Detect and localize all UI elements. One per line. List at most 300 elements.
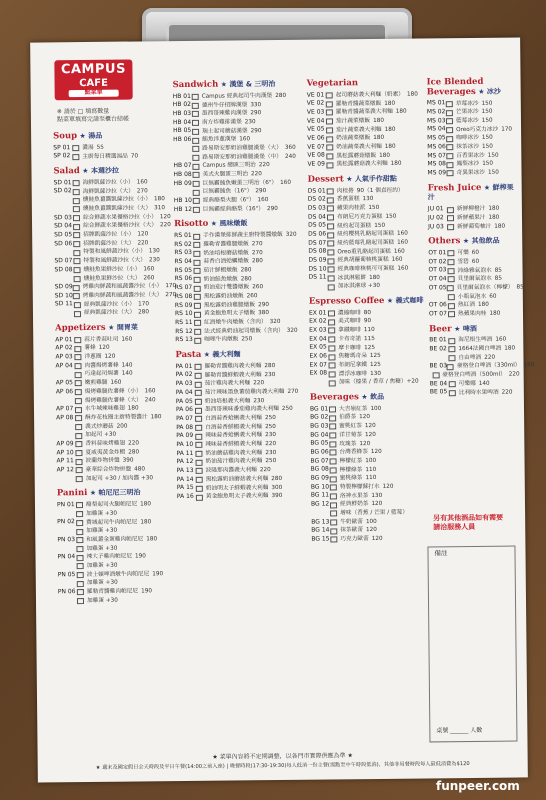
section-title: Sandwich ★ 漢堡 & 三明治: [172, 79, 276, 91]
quantity-box[interactable]: [330, 467, 337, 473]
item-code: BG 02: [310, 413, 329, 421]
item-price: 160: [393, 248, 405, 255]
quantity-box[interactable]: [330, 519, 337, 525]
item-code: BE 01: [429, 336, 447, 344]
item-price: 220: [265, 441, 277, 448]
item-price: 170: [165, 283, 177, 290]
quantity-box[interactable]: [195, 451, 202, 457]
quantity-box[interactable]: [446, 110, 453, 116]
item-code: MS 09: [427, 169, 447, 177]
item-code: BG 13: [311, 517, 330, 526]
quantity-box[interactable]: [192, 103, 199, 109]
quantity-box[interactable]: [447, 259, 454, 265]
quantity-box[interactable]: [195, 373, 202, 379]
quantity-box[interactable]: [446, 101, 453, 107]
item-name: 燻鮭魚果鮮沙拉（小）: [83, 266, 141, 273]
quantity-box[interactable]: [328, 310, 335, 316]
quantity-box[interactable]: [73, 224, 80, 230]
quantity-box[interactable]: [448, 303, 455, 309]
quantity-box[interactable]: [193, 181, 200, 187]
quantity-box[interactable]: [196, 468, 203, 474]
quantity-box[interactable]: [327, 249, 334, 255]
item-price: 180: [494, 223, 506, 230]
item-name: 黃金鮑魚明太子燉飯: [203, 310, 256, 318]
quantity-box[interactable]: [328, 354, 335, 360]
quantity-box[interactable]: [193, 259, 200, 265]
quantity-box[interactable]: [329, 432, 336, 438]
item-price: 190: [152, 570, 164, 578]
item-code: DS 09: [308, 256, 327, 264]
quantity-box[interactable]: [447, 207, 454, 213]
item-name: 茄汁蔬菜義大利麵: [336, 126, 382, 133]
item-name: 黑松露蘑菇義大利麵: [336, 161, 388, 168]
quantity-box[interactable]: [329, 406, 336, 412]
item-name: 夏威夷黃金炸蝦: [85, 449, 126, 456]
quantity-box[interactable]: [447, 364, 454, 370]
quantity-box[interactable]: [192, 129, 199, 135]
item-name: 紐約藍莓乳酪起司蛋糕: [337, 239, 395, 247]
item-code: OT 07: [428, 310, 447, 318]
item-name: 奶油茄汁雙醬燉飯: [203, 284, 250, 292]
quantity-box[interactable]: [76, 529, 83, 535]
section-beverages: [310, 392, 430, 544]
item-code: MS 07: [427, 151, 446, 159]
quantity-box[interactable]: [330, 528, 337, 534]
quantity-box[interactable]: [447, 251, 454, 257]
quantity-box[interactable]: [75, 415, 82, 421]
quantity-box[interactable]: [327, 206, 334, 212]
item-name: 雪碧: [457, 258, 469, 265]
item-code: AP 05: [55, 379, 74, 387]
item-code: PA 10: [176, 440, 194, 449]
quantity-box[interactable]: [195, 399, 202, 405]
quantity-box[interactable]: [73, 259, 80, 265]
item-name: 冰淇淋鬆餅: [337, 274, 367, 282]
quantity-box[interactable]: [327, 188, 334, 194]
item-name: 洛神水果茶: [339, 492, 369, 499]
quantity-box[interactable]: [446, 144, 453, 150]
quantity-box[interactable]: [327, 232, 334, 238]
item-code: PN 01: [56, 501, 75, 509]
quantity-box[interactable]: [74, 276, 81, 282]
item-code: SP 01: [53, 143, 71, 152]
item-price: 130: [370, 370, 381, 377]
item-price: 120: [159, 213, 171, 220]
quantity-box[interactable]: [328, 328, 335, 334]
quantity-box[interactable]: [326, 101, 333, 107]
quantity-box[interactable]: [326, 153, 333, 159]
item-price: 320: [286, 327, 298, 334]
column-1: [53, 125, 176, 606]
quantity-box[interactable]: [195, 416, 202, 422]
quantity-box[interactable]: [194, 294, 201, 300]
quantity-box[interactable]: [193, 242, 200, 248]
item-price: 100: [365, 457, 377, 464]
item-name: 美式火腿蛋三明治: [202, 171, 249, 178]
item-price: 240: [284, 153, 296, 160]
quantity-box[interactable]: [194, 320, 201, 326]
quantity-box[interactable]: [192, 146, 199, 152]
menu-item: [429, 309, 519, 319]
item-price: 290: [250, 110, 262, 117]
quantity-box[interactable]: [192, 155, 199, 161]
quantity-box[interactable]: [73, 293, 80, 299]
item-price: 390: [271, 493, 283, 500]
quantity-box[interactable]: [193, 198, 200, 204]
quantity-box[interactable]: [328, 284, 335, 290]
quantity-box[interactable]: [327, 197, 334, 203]
item-price: 140: [478, 380, 490, 387]
quantity-box[interactable]: [327, 241, 334, 247]
quantity-box[interactable]: [73, 267, 80, 273]
item-price: 280: [251, 258, 263, 265]
item-price: 190: [134, 553, 146, 560]
quantity-box[interactable]: [446, 127, 453, 133]
item-price: 110: [365, 475, 377, 482]
quantity-box[interactable]: [76, 520, 83, 526]
quantity-box[interactable]: [193, 251, 200, 257]
quantity-box[interactable]: [194, 338, 201, 344]
quantity-box[interactable]: [194, 303, 201, 309]
quantity-box[interactable]: [328, 267, 335, 273]
quantity-box[interactable]: [448, 311, 455, 317]
item-code: SD 08: [54, 265, 73, 274]
item-name: 奶油蔬菜燉飯: [336, 135, 371, 142]
section-title: Salad ★ 本週沙拉: [53, 166, 120, 177]
quantity-box[interactable]: [74, 363, 81, 369]
item-price: 230: [265, 449, 277, 456]
quantity-box[interactable]: [195, 407, 202, 413]
item-code: MS 08: [427, 160, 447, 168]
quantity-box[interactable]: [76, 546, 83, 552]
item-name: 洋蔥圈: [84, 353, 102, 361]
item-name: 經典酪梨火腿（6"）: [202, 197, 255, 204]
item-name: 可樂娜: [458, 380, 476, 387]
section-salad: [53, 166, 177, 318]
quantity-box[interactable]: [75, 424, 82, 430]
quantity-box[interactable]: [329, 363, 336, 369]
item-name: 瑞士起司蘑菇漢堡: [202, 127, 248, 135]
quantity-box[interactable]: [192, 111, 199, 117]
item-price: 230: [244, 119, 256, 126]
quantity-box[interactable]: [329, 441, 336, 447]
quantity-box[interactable]: [195, 390, 202, 396]
quantity-box[interactable]: [326, 162, 333, 168]
item-price: 220: [250, 171, 262, 178]
quantity-box[interactable]: [446, 136, 453, 142]
quantity-box[interactable]: [448, 347, 455, 353]
quantity-box[interactable]: [195, 442, 202, 448]
quantity-box[interactable]: [74, 337, 81, 343]
quantity-box[interactable]: [77, 572, 84, 578]
quantity-box[interactable]: [74, 346, 81, 352]
quantity-box[interactable]: [74, 302, 81, 308]
item-price: 260: [143, 274, 155, 281]
item-name: 海尼根生啤酒: [458, 337, 493, 344]
quantity-box[interactable]: [196, 486, 203, 492]
item-name: 經典凱薩沙拉（大）: [83, 309, 136, 317]
quantity-box[interactable]: [327, 215, 334, 221]
quantity-box[interactable]: [329, 380, 336, 386]
item-code: PN 04: [57, 553, 76, 561]
quantity-box[interactable]: [330, 511, 337, 517]
quantity-box[interactable]: [328, 319, 335, 325]
item-code: RS 13: [175, 336, 193, 344]
item-name: 草莓冰沙: [455, 100, 479, 107]
item-name: 沛綠雅氣泡水: [457, 267, 492, 274]
quantity-box[interactable]: [75, 381, 82, 387]
quantity-box[interactable]: [193, 172, 200, 178]
item-price: 150: [481, 117, 493, 124]
item-code: EX 06: [309, 352, 327, 360]
section-juice: [428, 183, 518, 232]
quantity-box[interactable]: [328, 345, 335, 351]
quantity-box[interactable]: [194, 285, 201, 291]
item-price: 120: [371, 501, 383, 508]
item-price: 360: [284, 144, 296, 151]
item-code: SD 01: [53, 178, 72, 187]
item-price: 150: [481, 143, 493, 150]
item-name: 加雞蛋 +30: [86, 527, 118, 535]
quantity-box[interactable]: [75, 441, 82, 447]
quantity-box[interactable]: [73, 241, 80, 247]
item-price: 160: [523, 362, 535, 369]
item-name: 主廚每日精選湯品: [82, 153, 128, 160]
quantity-box[interactable]: [76, 476, 83, 482]
quantity-box[interactable]: [193, 189, 200, 195]
quantity-box[interactable]: [330, 459, 337, 465]
quantity-box[interactable]: [194, 268, 201, 274]
quantity-box[interactable]: [328, 337, 335, 343]
item-code: JU 02: [427, 214, 444, 222]
quantity-box[interactable]: [449, 390, 456, 396]
quantity-box[interactable]: [75, 372, 82, 378]
quantity-box[interactable]: [195, 381, 202, 387]
menu-item: [58, 596, 176, 606]
item-code: PA 13: [176, 466, 194, 475]
quantity-box[interactable]: [194, 329, 201, 335]
quantity-box[interactable]: [77, 581, 84, 587]
quantity-box[interactable]: [76, 511, 83, 517]
item-name: 白酒蒜香鮮蝦義大利麵: [205, 423, 263, 431]
quantity-box[interactable]: [75, 433, 82, 439]
quantity-box[interactable]: [73, 180, 80, 186]
quantity-box[interactable]: [432, 373, 439, 379]
quantity-box[interactable]: [330, 476, 337, 482]
item-price: 270: [287, 388, 299, 395]
quantity-box[interactable]: [192, 94, 199, 100]
quantity-box[interactable]: [447, 171, 454, 177]
quantity-box[interactable]: [329, 415, 336, 421]
item-price: 170: [501, 126, 513, 133]
quantity-box[interactable]: [77, 555, 84, 561]
quantity-box[interactable]: [77, 563, 84, 569]
quantity-box[interactable]: [448, 277, 455, 283]
quantity-box[interactable]: [75, 450, 82, 456]
item-price: 130: [371, 492, 383, 499]
quantity-box[interactable]: [74, 354, 81, 360]
quantity-box[interactable]: [326, 119, 333, 125]
quantity-box[interactable]: [327, 223, 334, 229]
item-code: MS 06: [427, 143, 446, 151]
quantity-box[interactable]: [448, 338, 455, 344]
quantity-box[interactable]: [75, 389, 82, 395]
quantity-box[interactable]: [193, 233, 200, 239]
quantity-box[interactable]: [75, 459, 82, 465]
quantity-box[interactable]: [72, 145, 79, 151]
item-name: 加起司 +30 / 加肉醬 +30: [85, 475, 154, 482]
quantity-box[interactable]: [77, 589, 84, 595]
item-code: SD 03: [53, 213, 72, 221]
quantity-box[interactable]: [77, 598, 84, 604]
item-name: 焗烤雞腿佐薯條（小）: [84, 388, 142, 395]
item-price: 120: [359, 440, 371, 447]
quantity-box[interactable]: [193, 207, 200, 213]
quantity-box[interactable]: [326, 136, 333, 142]
item-price: 260: [252, 284, 264, 291]
quantity-box[interactable]: [326, 93, 333, 99]
menu-item: [53, 152, 171, 162]
memo-box[interactable]: [427, 546, 517, 743]
item-name: 豪格登白啤酒（500ml）: [442, 371, 506, 379]
quantity-box[interactable]: [329, 371, 336, 377]
item-name: 起司蘑菇義大利麵（奶素）: [335, 91, 404, 99]
item-name: 茄汁蔬菜燉飯: [335, 117, 371, 125]
quantity-box[interactable]: [330, 485, 337, 491]
item-code: RS 12: [175, 327, 193, 335]
quantity-box[interactable]: [195, 434, 202, 440]
quantity-box[interactable]: [75, 407, 82, 413]
item-price: 90: [363, 318, 372, 325]
menu-item: [310, 378, 428, 388]
quantity-box[interactable]: [76, 467, 83, 473]
item-code: MS 03: [426, 117, 446, 125]
quantity-box[interactable]: [194, 311, 201, 317]
quantity-box[interactable]: [330, 537, 337, 543]
quantity-box[interactable]: [329, 450, 336, 456]
quantity-box[interactable]: [192, 163, 199, 169]
section-sandwich: [173, 80, 306, 215]
quantity-box[interactable]: [72, 154, 79, 160]
item-code: HB 12: [173, 205, 193, 213]
item-name: 可樂: [457, 250, 469, 257]
item-name: 加冰淇淋球 +30: [337, 283, 380, 290]
quantity-box[interactable]: [75, 398, 82, 404]
quantity-box[interactable]: [73, 285, 80, 291]
quantity-box[interactable]: [192, 137, 199, 143]
item-code: MS 01: [426, 99, 446, 107]
quantity-box[interactable]: [195, 425, 202, 431]
item-name: 奶油培根蘑菇燉飯: [203, 249, 249, 257]
item-price: 160: [136, 179, 148, 186]
quantity-box[interactable]: [329, 424, 336, 430]
item-price: 110: [365, 466, 377, 473]
item-code: BE 05: [429, 388, 448, 396]
quantity-box[interactable]: [328, 275, 335, 281]
item-code: HB 03: [172, 109, 192, 118]
quantity-box[interactable]: [330, 502, 337, 508]
item-name: 黃金鮑魚明太子義大利麵: [205, 493, 269, 501]
item-code: BE 04: [429, 379, 448, 388]
quantity-box[interactable]: [195, 364, 202, 370]
quantity-box[interactable]: [330, 493, 337, 499]
quantity-box[interactable]: [196, 494, 203, 500]
item-name: 百香果冰沙: [456, 152, 485, 159]
item-price: 120: [98, 345, 110, 352]
quantity-box[interactable]: [326, 110, 333, 116]
quantity-box[interactable]: [447, 224, 454, 230]
quantity-box[interactable]: [73, 250, 80, 256]
quantity-box[interactable]: [326, 127, 333, 133]
item-name: 特製和風鮮蔬沙拉（小）: [83, 248, 146, 256]
quantity-box[interactable]: [192, 120, 199, 126]
item-code: VE 09: [307, 160, 325, 168]
item-code: RS 09: [174, 301, 193, 309]
quantity-box[interactable]: [194, 277, 201, 283]
quantity-box[interactable]: [326, 145, 333, 151]
item-name: 熱紅酒: [457, 302, 476, 309]
item-price: 115: [363, 335, 375, 342]
item-name: 新鮮柳橙汁: [456, 206, 486, 213]
item-code: PA 14: [176, 475, 194, 483]
item-code: SD 09: [54, 283, 73, 291]
quantity-box[interactable]: [73, 206, 80, 212]
item-code: AP 10: [56, 448, 74, 456]
item-code: AP 04: [55, 361, 73, 369]
section-others: [428, 236, 524, 319]
item-price: 240: [144, 396, 156, 403]
quantity-box[interactable]: [73, 232, 80, 238]
quantity-box[interactable]: [74, 311, 81, 317]
item-code: BG 05: [310, 439, 329, 448]
item-name: 加雞蛋 +30: [86, 562, 118, 570]
item-name: 辣味蒜香鮮蝦義大利麵: [205, 441, 263, 448]
quantity-box[interactable]: [76, 503, 83, 509]
section-title: Appetizers ★ 開胃菜: [55, 322, 138, 334]
quantity-box[interactable]: [448, 294, 455, 300]
quantity-box[interactable]: [446, 153, 453, 159]
item-price: 180: [395, 108, 407, 115]
item-name: 墨西哥辣雞肉漢堡: [201, 110, 248, 117]
item-price: 140: [121, 371, 133, 378]
item-price: 180: [489, 310, 501, 317]
quantity-box[interactable]: [196, 477, 203, 483]
quantity-box[interactable]: [447, 285, 454, 291]
item-name: 奶油明太子鮮蝦義大利麵: [205, 484, 269, 492]
quantity-box[interactable]: [76, 537, 83, 543]
item-price: 180: [406, 91, 418, 98]
quantity-box[interactable]: [448, 355, 455, 361]
quantity-box[interactable]: [73, 189, 80, 195]
quantity-box[interactable]: [448, 268, 455, 274]
item-code: JU 01: [427, 205, 444, 213]
quantity-box[interactable]: [327, 258, 334, 264]
quantity-box[interactable]: [446, 118, 453, 124]
item-name: 藍莓冰沙: [455, 117, 479, 125]
item-code: VE 05: [307, 125, 325, 134]
quantity-box[interactable]: [446, 162, 453, 168]
quantity-box[interactable]: [196, 460, 203, 466]
item-code: PA 12: [176, 458, 194, 466]
quantity-box[interactable]: [73, 215, 80, 221]
item-price: 120: [359, 414, 371, 421]
quantity-box[interactable]: [73, 198, 80, 204]
item-name: 濃湯: [82, 144, 94, 151]
quantity-box[interactable]: [449, 381, 456, 387]
item-price: 230: [253, 397, 265, 404]
item-price: 160: [391, 256, 403, 264]
quantity-box[interactable]: [447, 215, 454, 221]
